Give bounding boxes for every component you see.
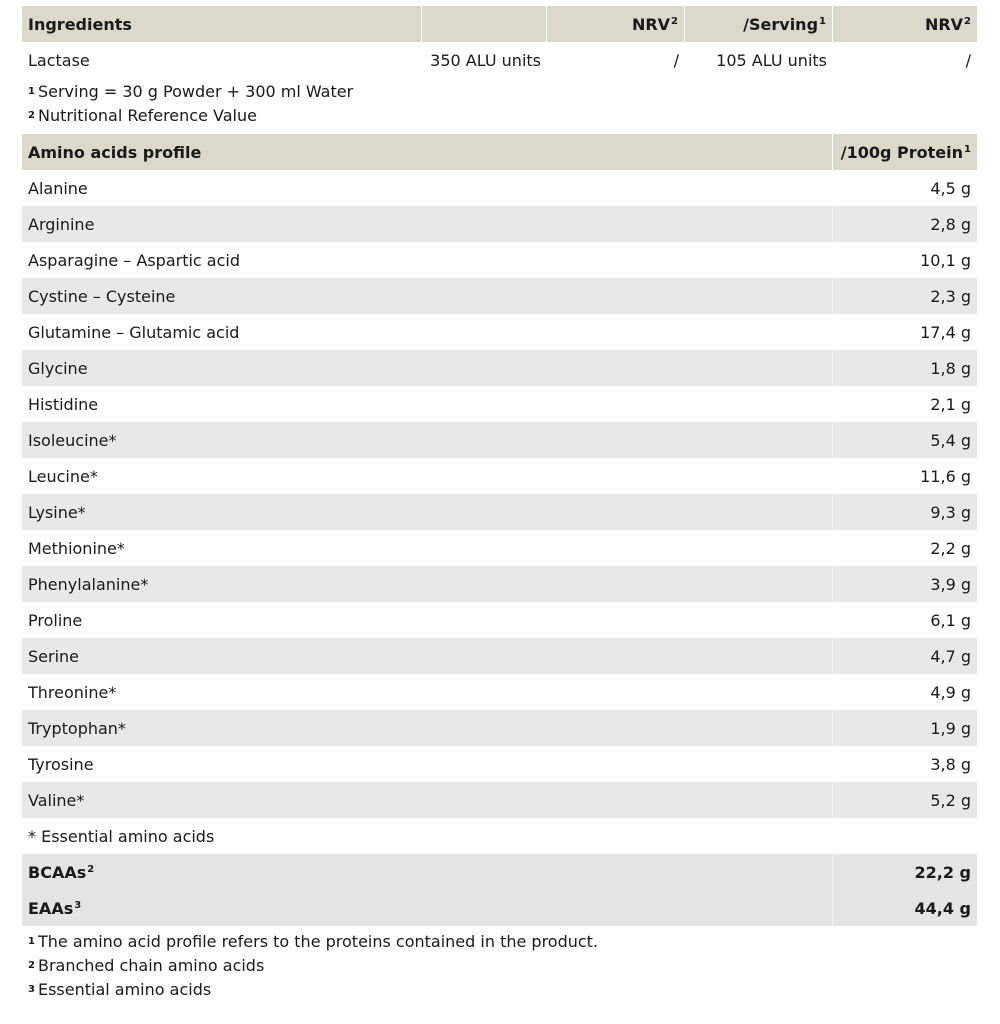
amino-value: 2,8 g bbox=[930, 214, 971, 234]
ingredients-footnotes bbox=[22, 78, 977, 134]
amino-name: Tryptophan* bbox=[22, 710, 833, 746]
amino-name: Isoleucine* bbox=[22, 422, 833, 458]
amino-value: 3,9 g bbox=[930, 574, 971, 594]
essential-note-row bbox=[22, 818, 977, 854]
amino-name: Methionine* bbox=[28, 538, 125, 558]
table-row bbox=[22, 710, 977, 746]
amino-value: 4,7 g bbox=[930, 646, 971, 666]
table-row bbox=[22, 242, 977, 278]
total-name: EAAs $^3$ bbox=[22, 890, 833, 926]
table-row bbox=[22, 494, 977, 530]
amino-value: 3,8 g bbox=[930, 754, 971, 774]
table-row bbox=[22, 530, 977, 566]
total-value: 22,2 g bbox=[914, 862, 971, 882]
amino-name: Serine bbox=[22, 638, 833, 674]
table-row bbox=[22, 278, 977, 314]
amino-name: Proline bbox=[28, 610, 83, 630]
amino-name: Phenylalanine* bbox=[22, 566, 833, 602]
total-value: 44,4 g bbox=[914, 898, 971, 918]
amino-footnotes bbox=[22, 926, 977, 1002]
amino-name: Arginine bbox=[22, 206, 833, 242]
table-row bbox=[22, 386, 977, 422]
amino-name: Glycine bbox=[22, 350, 833, 386]
table-row bbox=[22, 782, 977, 818]
amino-value: 2,2 g bbox=[930, 538, 971, 558]
amino-name: Threonine* bbox=[28, 682, 117, 702]
table-row bbox=[22, 314, 977, 350]
ingredients-row-lactase bbox=[22, 42, 977, 78]
ingredient-per-serving: 105 ALU units bbox=[716, 50, 827, 70]
essential-note: * Essential amino acids bbox=[28, 826, 215, 846]
nutrition-tables bbox=[22, 6, 977, 1002]
ingredients-header-name: Ingredients bbox=[22, 6, 422, 42]
ingredient-name: Lactase bbox=[28, 50, 90, 70]
table-row bbox=[22, 566, 977, 602]
table-row bbox=[22, 206, 977, 242]
ingredients-table bbox=[22, 6, 977, 134]
amino-name: Asparagine – Aspartic acid bbox=[28, 250, 241, 270]
amino-header-row bbox=[22, 134, 977, 170]
table-row bbox=[22, 458, 977, 494]
table-row bbox=[22, 674, 977, 710]
table-row bbox=[22, 638, 977, 674]
ingredients-header-nrv-serving: NRV $^2$ bbox=[924, 14, 971, 34]
amino-name: Lysine* bbox=[22, 494, 833, 530]
ingredients-header-amount bbox=[422, 6, 547, 42]
amino-value: 2,1 g bbox=[930, 394, 971, 414]
amino-name: Alanine bbox=[28, 178, 88, 198]
ingredients-header-nrv: NRV $^2$ bbox=[547, 6, 685, 42]
amino-name: Glutamine – Glutamic acid bbox=[28, 322, 240, 342]
table-row bbox=[22, 422, 977, 458]
amino-name: Leucine* bbox=[28, 466, 98, 486]
amino-name: Valine* bbox=[22, 782, 833, 818]
amino-name: Tyrosine bbox=[28, 754, 94, 774]
amino-value: 5,2 g bbox=[930, 790, 971, 810]
footnote: $^3$ Essential amino acids bbox=[28, 980, 212, 999]
amino-name: Histidine bbox=[28, 394, 99, 414]
amino-header-value: /100g Protein $^1$ bbox=[840, 142, 971, 162]
amino-value: 6,1 g bbox=[930, 610, 971, 630]
amino-value: 1,9 g bbox=[930, 718, 971, 738]
amino-value: 1,8 g bbox=[930, 358, 971, 378]
amino-value: 5,4 g bbox=[930, 430, 971, 450]
amino-value: 10,1 g bbox=[920, 250, 971, 270]
ingredient-nrv: / bbox=[673, 50, 679, 70]
table-row bbox=[22, 170, 977, 206]
footnote: $^2$ Branched chain amino acids bbox=[28, 956, 265, 975]
table-row bbox=[22, 602, 977, 638]
amino-acids-table bbox=[22, 134, 977, 1002]
amino-value: 9,3 g bbox=[930, 502, 971, 522]
amino-header-name: Amino acids profile bbox=[22, 134, 833, 170]
footnote: $^1$ The amino acid profile refers to the proteins contained in the product. bbox=[28, 932, 599, 951]
amino-value: 11,6 g bbox=[920, 466, 971, 486]
ingredients-header-per-serving: /Serving $^1$ bbox=[685, 6, 833, 42]
footnote: $^1$ Serving = 30 g Powder + 300 ml Water bbox=[28, 82, 354, 101]
ingredients-header-row bbox=[22, 6, 977, 42]
amino-value: 17,4 g bbox=[920, 322, 971, 342]
table-row bbox=[22, 746, 977, 782]
total-name: BCAAs $^2$ bbox=[22, 854, 833, 890]
amino-value: 4,5 g bbox=[930, 178, 971, 198]
ingredient-amount: 350 ALU units bbox=[430, 50, 541, 70]
amino-name: Cystine – Cysteine bbox=[22, 278, 833, 314]
totals-row-bcaas bbox=[22, 854, 977, 890]
amino-value: 2,3 g bbox=[930, 286, 971, 306]
amino-value: 4,9 g bbox=[930, 682, 971, 702]
footnote: $^2$ Nutritional Reference Value bbox=[28, 106, 257, 125]
table-row bbox=[22, 350, 977, 386]
ingredient-nrv-serving: / bbox=[965, 50, 971, 70]
totals-row-eaas bbox=[22, 890, 977, 926]
